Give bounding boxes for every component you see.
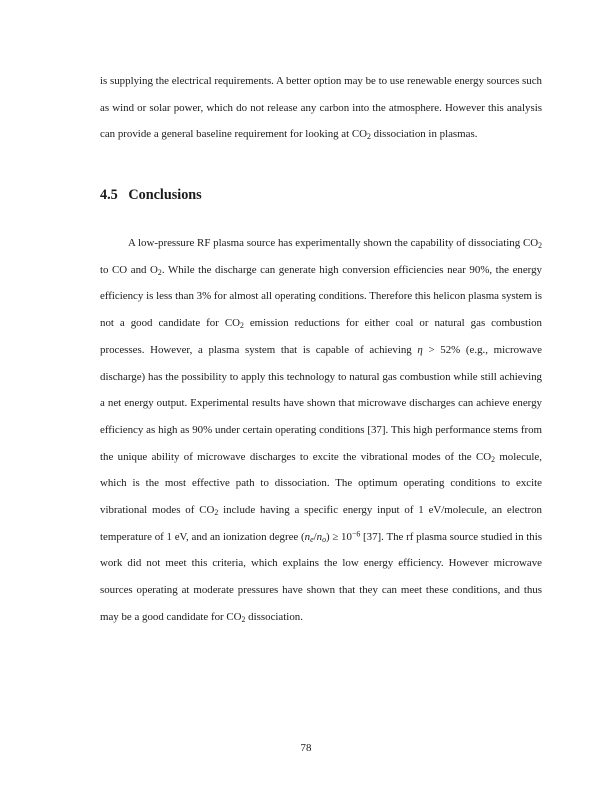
co2-subscript: 2	[367, 132, 371, 142]
conclusions-seg7: include having a specific energy input of 1 eV/molecule, an electron temperature of 1 eV, and an ionization degree (	[100, 504, 542, 543]
exponent-minus-six: −6	[351, 529, 361, 539]
intro-paragraph-block	[100, 68, 542, 148]
conclusions-paragraph-block	[100, 230, 542, 631]
ionization-degree-expression	[305, 531, 361, 543]
conclusions-seg8: ) ≥ 10	[325, 530, 352, 543]
conclusions-seg5: > 52% (e.g., microwave discharge) has the possibility to apply this technology to natural gas combustion while still achieving a net energy output. Experimental results have shown that microwave discharges can achieve energy efficiency as high as 90% under certain operating conditions [37]. This high performance stems from the unique ability of microwave discharges to excite the vibrational modes of the CO	[100, 343, 542, 463]
conclusions-seg3: . While the discharge can generate high conversion efficiencies near 90%, the energy efficiency is less than 3% for almost all operating conditions. Therefore this helicon plasma system is not a good candidate for CO	[100, 263, 542, 330]
co2-subscript: 2	[538, 240, 542, 250]
o2-subscript: 2	[157, 267, 162, 277]
conclusions-seg10: dissociation.	[245, 610, 303, 623]
co2-subscript: 2	[241, 614, 246, 624]
section-number: 4.5	[100, 187, 118, 203]
co2-subscript: 2	[491, 454, 496, 464]
paragraph-intro-continued	[100, 68, 542, 148]
eta-symbol: η	[417, 343, 423, 356]
paragraph-conclusions	[100, 230, 542, 631]
no-subscript: o	[322, 534, 326, 544]
conclusions-seg6: molecule, which is the most effective path to dissociation. The optimum operating conditions to excite vibrational modes of CO	[100, 450, 542, 517]
intro-text-part1: is supplying the electrical requirements. A better option may be to use renewable energy sources such as wind or solar power, which do not release any carbon into the atmosphere. However this analysis can provide a general baseline requirement for looking at CO	[100, 75, 542, 141]
ne-subscript: e	[310, 534, 314, 544]
section-title: Conclusions	[128, 187, 202, 203]
conclusions-seg9: [37]. The rf plasma source studied in this work did not meet this criteria, which explains the low energy efficiency. However microwave sources operating at moderate pressures have shown that they can meet these conditions, and thus may be a good candidate for CO	[100, 530, 542, 623]
conclusions-seg1: A low-pressure RF plasma source has experimentally shown the capability of dissociating CO	[128, 237, 539, 249]
fraction-slash: /	[313, 530, 317, 543]
co2-subscript: 2	[214, 507, 219, 517]
ne-symbol: n	[304, 530, 311, 543]
section-heading-block	[100, 188, 542, 202]
conclusions-seg4: emission reductions for either coal or natural gas combustion processes. However, a plasma system that is capable of achieving	[100, 317, 542, 356]
no-symbol: n	[316, 530, 323, 543]
section-heading	[100, 188, 542, 202]
intro-text-part2: dissociation in plasmas.	[370, 128, 478, 141]
co2-subscript: 2	[239, 321, 244, 331]
conclusions-seg2: to CO and O	[100, 263, 158, 276]
page-number: 78	[300, 742, 312, 754]
